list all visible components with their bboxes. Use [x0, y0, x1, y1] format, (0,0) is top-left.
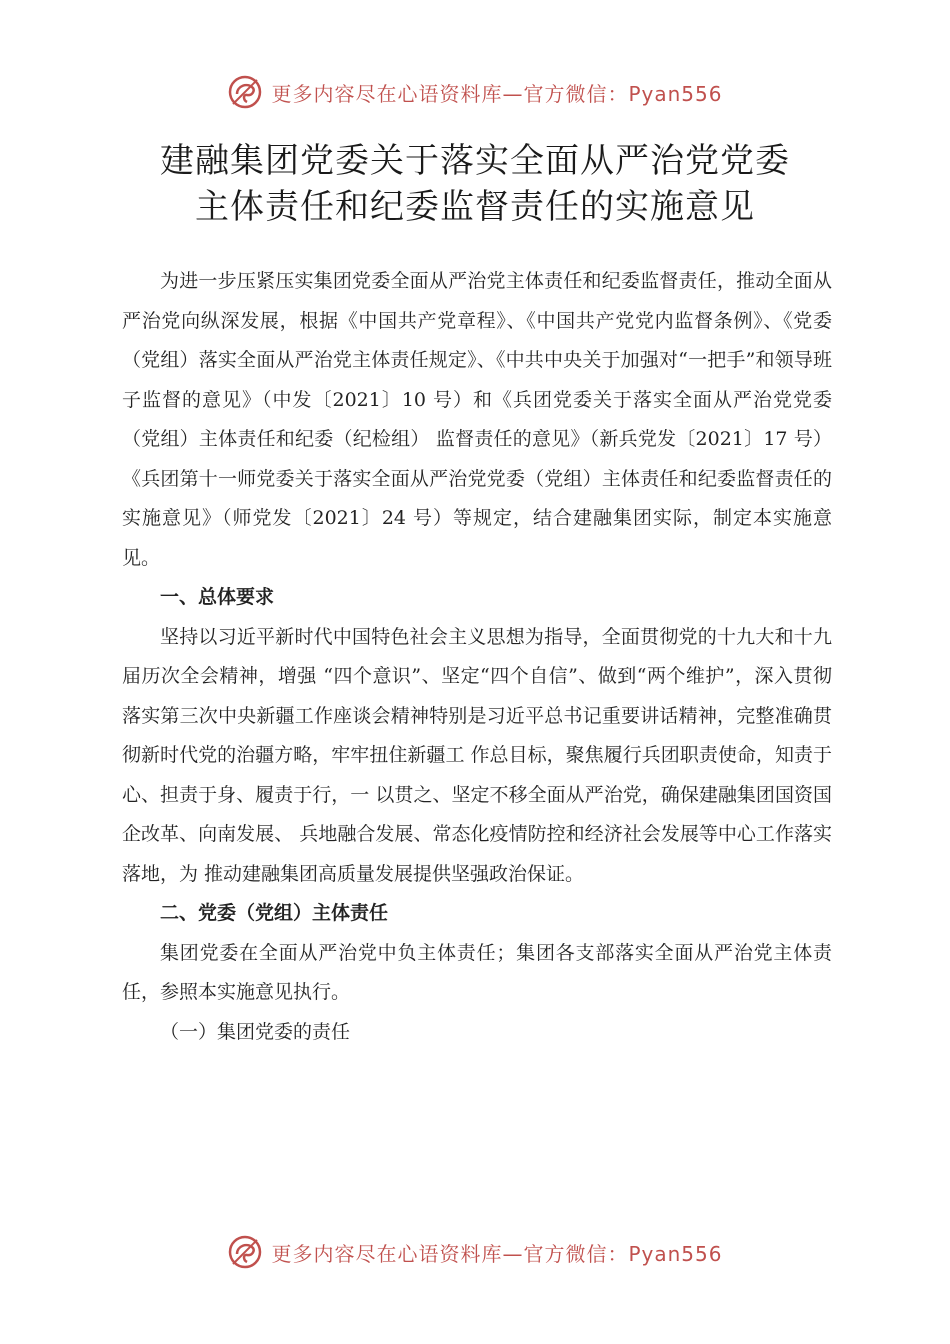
- watermark-footer: [0, 1234, 950, 1270]
- section-heading-general-requirements: 一、总体要求: [160, 586, 275, 608]
- intro-paragraph: 为进一步压紧压实集团党委全面从严治党主体责任和纪委监督责任，推动全面从严治党向纵深发展，根据《中国共产党章程》、《中国共产党党内监督条例》、《党委（党组）落实全面从严治党主体责任规定》、《中共中央关于加强对“一把手”和领导班子监督的意见》（中发〔2021〕10 号）和《兵团党委关于落实全面从严治党党委（党组）主体责任和纪委（纪检组） 监督责任的意见》（新兵党发〔2021〕17 号）《兵团第十一师党委关于落实全面从严治党党委（党组）主体责任和纪委监督责任的实施意见》（师党发〔2021〕24 号）等规定，结合建融集团实际，制定本实施意见。: [122, 270, 832, 569]
- watermark-text: 更多内容尽在心语资料库—官方微信：Pyan556: [271, 81, 723, 106]
- party-committee-paragraph: 集团党委在全面从严治党中负主体责任；集团各支部落实全面从严治党主体责任，参照本实施意见执行。: [122, 941, 832, 1003]
- document-body: [122, 262, 832, 1052]
- brain-logo-icon: [227, 1234, 263, 1270]
- document-title: [60, 138, 890, 230]
- general-requirements-paragraph: 坚持以习近平新时代中国特色社会主义思想为指导，全面贯彻党的十九大和十九届历次全会精神，增强 “四个意识”、坚定“四个自信”、做到“两个维护”，深入贯彻落实第三次中央新疆工作座谈会精神特别是习近平总书记重要讲话精神，完整准确贯彻新时代党的治疆方略，牢牢扭住新疆工 作总目标，聚焦履行兵团职责使命，知责于心、担责于身、履责于行，一 以贯之、坚定不移全面从严治党，确保建融集团国资国企改革、向南发展、 兵地融合发展、常态化疫情防控和经济社会发展等中心工作落实落地，为 推动建融集团高质量发展提供坚强政治保证。: [122, 625, 832, 885]
- brain-logo-icon: [227, 74, 263, 110]
- watermark-text: 更多内容尽在心语资料库—官方微信：Pyan556: [271, 1241, 723, 1266]
- watermark-header: [0, 74, 950, 110]
- subsection-heading-group-committee: （一）集团党委的责任: [160, 1020, 351, 1043]
- title-line-1: 建融集团党委关于落实全面从严治党党委: [160, 141, 790, 181]
- section-heading-party-committee-responsibility: 二、党委（党组）主体责任: [160, 902, 389, 924]
- title-line-2: 主体责任和纪委监督责任的实施意见: [195, 187, 755, 227]
